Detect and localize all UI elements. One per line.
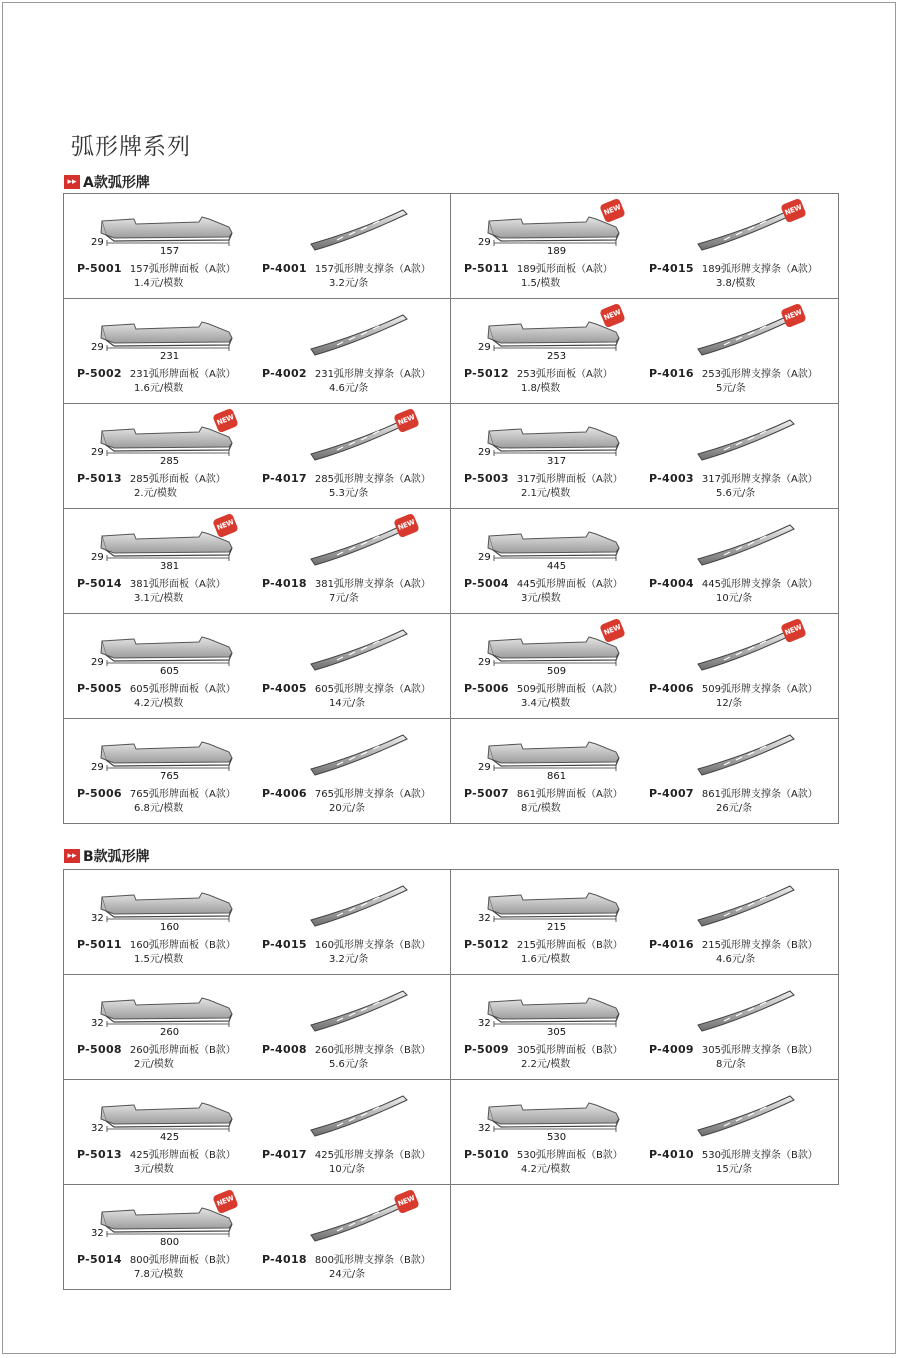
strip-name: 530弧形牌支撑条（B款） — [701, 1150, 818, 1161]
product-cell — [451, 299, 839, 404]
product-cell — [64, 870, 451, 975]
strip-image — [686, 517, 806, 572]
product-cell — [64, 299, 451, 404]
panel-height-label: 32 — [91, 1123, 104, 1134]
panel-length-label: 530 — [547, 1132, 567, 1143]
strip-image — [299, 727, 419, 782]
panel-price: 1.6元/模数 — [134, 383, 184, 394]
panel-caption — [464, 785, 623, 800]
panel-length-label: 285 — [160, 456, 180, 467]
panel-name: 189弧形面板（A款） — [516, 264, 613, 275]
strip-caption — [262, 785, 431, 800]
panel-length-label: 189 — [547, 246, 567, 257]
strip-image — [686, 727, 806, 782]
panel-length-label: 445 — [547, 561, 567, 572]
panel-price: 2.2元/模数 — [521, 1059, 571, 1070]
strip-name: 253弧形牌支撑条（A款） — [701, 369, 818, 380]
panel-length-label: 861 — [547, 771, 567, 782]
strip-code: P-4018 — [262, 577, 307, 590]
panel-price: 1.6元/模数 — [521, 954, 571, 965]
strip-code: P-4005 — [262, 682, 307, 695]
panel-name: 305弧形牌面板（B款） — [516, 1045, 623, 1056]
panel-height-label: 29 — [478, 762, 491, 773]
strip-image — [686, 983, 806, 1038]
panel-price: 3.1元/模数 — [134, 593, 184, 604]
strip-code: P-4015 — [262, 938, 307, 951]
product-grid-b — [63, 869, 839, 1290]
strip-name: 381弧形牌支撑条（A款） — [314, 579, 431, 590]
panel-caption — [77, 785, 236, 800]
panel-caption — [77, 680, 236, 695]
panel-height-label: 32 — [91, 1228, 104, 1239]
strip-price: 14元/条 — [329, 698, 366, 709]
product-cell — [64, 404, 451, 509]
panel-price: 3元/模数 — [134, 1164, 174, 1175]
strip-caption — [262, 1041, 431, 1056]
strip-caption — [262, 365, 431, 380]
strip-caption — [649, 680, 818, 695]
product-grid-a — [63, 193, 839, 824]
strip-name: 157弧形牌支撑条（A款） — [314, 264, 431, 275]
panel-price: 2.元/模数 — [134, 488, 177, 499]
panel-price: 2.1元/模数 — [521, 488, 571, 499]
panel-name: 509弧形牌面板（A款） — [516, 684, 623, 695]
panel-code: P-5004 — [464, 577, 509, 590]
panel-caption — [464, 470, 623, 485]
strip-price: 3.2元/条 — [329, 954, 369, 965]
strip-code: P-4007 — [649, 787, 694, 800]
panel-code: P-5013 — [77, 472, 122, 485]
product-cell — [64, 614, 451, 719]
panel-height-label: 29 — [91, 552, 104, 563]
panel-height-label: 32 — [478, 1018, 491, 1029]
panel-height-label: 29 — [478, 237, 491, 248]
panel-height-label: 29 — [91, 237, 104, 248]
panel-height-label: 29 — [91, 762, 104, 773]
panel-code: P-5005 — [77, 682, 122, 695]
strip-price: 15元/条 — [716, 1164, 753, 1175]
strip-name: 305弧形牌支撑条（B款） — [701, 1045, 818, 1056]
strip-price: 8元/条 — [716, 1059, 746, 1070]
panel-code: P-5011 — [464, 262, 509, 275]
panel-code: P-5012 — [464, 938, 509, 951]
strip-price: 5.3元/条 — [329, 488, 369, 499]
strip-image — [299, 307, 419, 362]
panel-caption — [77, 1146, 236, 1161]
panel-height-label: 32 — [478, 1123, 491, 1134]
panel-height-label: 29 — [91, 342, 104, 353]
strip-caption — [649, 785, 818, 800]
strip-price: 7元/条 — [329, 593, 359, 604]
panel-caption — [77, 1251, 236, 1266]
panel-name: 530弧形牌面板（B款） — [516, 1150, 623, 1161]
new-badge: NEW — [212, 513, 239, 538]
product-cell — [451, 719, 839, 824]
strip-name: 765弧形牌支撑条（A款） — [314, 789, 431, 800]
panel-caption — [464, 1041, 623, 1056]
product-cell — [64, 1080, 451, 1185]
product-cell — [64, 975, 451, 1080]
strip-code: P-4016 — [649, 367, 694, 380]
panel-caption — [464, 575, 623, 590]
section-title: B款弧形牌 — [83, 849, 150, 865]
product-cell — [451, 975, 839, 1080]
strip-code: P-4008 — [262, 1043, 307, 1056]
strip-code: P-4010 — [649, 1148, 694, 1161]
panel-price: 1.5元/模数 — [134, 954, 184, 965]
panel-caption — [464, 1146, 623, 1161]
new-badge: NEW — [212, 1189, 239, 1214]
panel-caption — [77, 936, 236, 951]
panel-caption — [77, 365, 236, 380]
strip-price: 4.6元/条 — [716, 954, 756, 965]
panel-height-label: 29 — [478, 657, 491, 668]
strip-name: 215弧形牌支撑条（B款） — [701, 940, 818, 951]
panel-length-label: 305 — [547, 1027, 567, 1038]
strip-caption — [262, 1146, 431, 1161]
new-badge: NEW — [599, 303, 626, 328]
section-title: A款弧形牌 — [83, 175, 150, 191]
product-cell — [64, 719, 451, 824]
strip-code: P-4006 — [262, 787, 307, 800]
strip-price: 24元/条 — [329, 1269, 366, 1280]
panel-code: P-5011 — [77, 938, 122, 951]
panel-code: P-5009 — [464, 1043, 509, 1056]
panel-caption — [77, 575, 226, 590]
panel-length-label: 381 — [160, 561, 180, 572]
strip-image — [686, 412, 806, 467]
strip-caption — [262, 260, 431, 275]
panel-code: P-5013 — [77, 1148, 122, 1161]
section-arrow-icon: ▸▸ — [64, 175, 80, 189]
panel-length-label: 509 — [547, 666, 567, 677]
panel-code: P-5014 — [77, 577, 122, 590]
panel-price: 3.4元/模数 — [521, 698, 571, 709]
panel-height-label: 32 — [91, 1018, 104, 1029]
strip-name: 425弧形牌支撑条（B款） — [314, 1150, 431, 1161]
panel-code: P-5006 — [77, 787, 122, 800]
panel-code: P-5012 — [464, 367, 509, 380]
strip-caption — [262, 936, 431, 951]
strip-name: 231弧形牌支撑条（A款） — [314, 369, 431, 380]
panel-length-label: 253 — [547, 351, 567, 362]
panel-caption — [464, 365, 613, 380]
product-cell — [64, 194, 451, 299]
panel-caption — [77, 1041, 236, 1056]
new-badge: NEW — [393, 513, 420, 538]
panel-name: 260弧形牌面板（B款） — [129, 1045, 236, 1056]
strip-code: P-4001 — [262, 262, 307, 275]
panel-name: 157弧形牌面板（A款） — [129, 264, 236, 275]
panel-code: P-5010 — [464, 1148, 509, 1161]
panel-code: P-5006 — [464, 682, 509, 695]
panel-name: 253弧形面板（A款） — [516, 369, 613, 380]
product-cell — [64, 1185, 451, 1290]
panel-name: 445弧形牌面板（A款） — [516, 579, 623, 590]
section-header-a — [64, 172, 150, 192]
panel-price: 7.8元/模数 — [134, 1269, 184, 1280]
strip-code: P-4016 — [649, 938, 694, 951]
strip-caption — [649, 936, 818, 951]
product-cell — [451, 614, 839, 719]
panel-code: P-5007 — [464, 787, 509, 800]
strip-image — [686, 1088, 806, 1143]
strip-caption — [649, 1041, 818, 1056]
panel-name: 800弧形牌面板（B款） — [129, 1255, 236, 1266]
panel-price: 4.2元/模数 — [134, 698, 184, 709]
panel-name: 381弧形面板（A款） — [129, 579, 226, 590]
panel-height-label: 29 — [478, 447, 491, 458]
panel-length-label: 317 — [547, 456, 567, 467]
new-badge: NEW — [393, 408, 420, 433]
product-cell — [451, 404, 839, 509]
panel-length-label: 800 — [160, 1237, 180, 1248]
panel-length-label: 160 — [160, 922, 180, 933]
panel-length-label: 765 — [160, 771, 180, 782]
strip-name: 260弧形牌支撑条（B款） — [314, 1045, 431, 1056]
panel-height-label: 29 — [478, 342, 491, 353]
strip-caption — [262, 575, 431, 590]
new-badge: NEW — [599, 618, 626, 643]
section-header-b — [64, 846, 150, 866]
panel-code: P-5001 — [77, 262, 122, 275]
strip-code: P-4003 — [649, 472, 694, 485]
panel-code: P-5014 — [77, 1253, 122, 1266]
panel-length-label: 157 — [160, 246, 180, 257]
strip-image — [299, 202, 419, 257]
strip-caption — [262, 680, 431, 695]
strip-price: 12/条 — [716, 698, 743, 709]
section-arrow-icon: ▸▸ — [64, 849, 80, 863]
new-badge: NEW — [393, 1189, 420, 1214]
panel-length-label: 605 — [160, 666, 180, 677]
strip-caption — [649, 470, 818, 485]
panel-caption — [464, 680, 623, 695]
strip-price: 3.8/模数 — [716, 278, 756, 289]
strip-code: P-4002 — [262, 367, 307, 380]
panel-name: 765弧形牌面板（A款） — [129, 789, 236, 800]
panel-name: 425弧形牌面板（B款） — [129, 1150, 236, 1161]
strip-caption — [649, 365, 818, 380]
panel-code: P-5008 — [77, 1043, 122, 1056]
panel-name: 160弧形牌面板（B款） — [129, 940, 236, 951]
panel-height-label: 29 — [478, 552, 491, 563]
strip-price: 3.2元/条 — [329, 278, 369, 289]
panel-price: 1.5/模数 — [521, 278, 561, 289]
strip-image — [686, 878, 806, 933]
strip-price: 5元/条 — [716, 383, 746, 394]
strip-code: P-4018 — [262, 1253, 307, 1266]
strip-name: 800弧形牌支撑条（B款） — [314, 1255, 431, 1266]
strip-image — [299, 1088, 419, 1143]
strip-caption — [649, 1146, 818, 1161]
strip-code: P-4006 — [649, 682, 694, 695]
product-cell — [451, 194, 839, 299]
product-cell — [451, 509, 839, 614]
panel-length-label: 425 — [160, 1132, 180, 1143]
panel-price: 4.2元/模数 — [521, 1164, 571, 1175]
panel-name: 231弧形牌面板（A款） — [129, 369, 236, 380]
strip-code: P-4017 — [262, 472, 307, 485]
strip-name: 445弧形牌支撑条（A款） — [701, 579, 818, 590]
strip-image — [299, 878, 419, 933]
new-badge: NEW — [599, 198, 626, 223]
new-badge: NEW — [780, 303, 807, 328]
page-title: 弧形牌系列 — [71, 134, 191, 160]
panel-height-label: 29 — [91, 657, 104, 668]
strip-caption — [262, 1251, 431, 1266]
panel-height-label: 32 — [91, 913, 104, 924]
strip-code: P-4004 — [649, 577, 694, 590]
strip-name: 285弧形牌支撑条（A款） — [314, 474, 431, 485]
strip-caption — [649, 260, 818, 275]
strip-name: 861弧形牌支撑条（A款） — [701, 789, 818, 800]
panel-price: 3元/模数 — [521, 593, 561, 604]
panel-caption — [77, 260, 236, 275]
strip-code: P-4009 — [649, 1043, 694, 1056]
new-badge: NEW — [780, 198, 807, 223]
strip-caption — [649, 575, 818, 590]
product-cell — [451, 1185, 839, 1290]
panel-caption — [464, 936, 623, 951]
panel-name: 861弧形牌面板（A款） — [516, 789, 623, 800]
panel-name: 285弧形面板（A款） — [129, 474, 226, 485]
panel-name: 605弧形牌面板（A款） — [129, 684, 236, 695]
panel-price: 8元/模数 — [521, 803, 561, 814]
strip-image — [299, 983, 419, 1038]
strip-name: 509弧形牌支撑条（A款） — [701, 684, 818, 695]
panel-name: 215弧形牌面板（B款） — [516, 940, 623, 951]
panel-price: 1.8/模数 — [521, 383, 561, 394]
panel-name: 317弧形牌面板（A款） — [516, 474, 623, 485]
product-cell — [451, 1080, 839, 1185]
strip-name: 605弧形牌支撑条（A款） — [314, 684, 431, 695]
panel-price: 2元/模数 — [134, 1059, 174, 1070]
strip-name: 160弧形牌支撑条（B款） — [314, 940, 431, 951]
panel-length-label: 260 — [160, 1027, 180, 1038]
new-badge: NEW — [212, 408, 239, 433]
panel-price: 1.4元/模数 — [134, 278, 184, 289]
panel-code: P-5002 — [77, 367, 122, 380]
strip-price: 10元/条 — [716, 593, 753, 604]
strip-price: 4.6元/条 — [329, 383, 369, 394]
strip-image — [299, 622, 419, 677]
strip-price: 20元/条 — [329, 803, 366, 814]
panel-height-label: 29 — [91, 447, 104, 458]
product-cell — [64, 509, 451, 614]
strip-name: 317弧形牌支撑条（A款） — [701, 474, 818, 485]
panel-length-label: 231 — [160, 351, 180, 362]
strip-price: 5.6元/条 — [716, 488, 756, 499]
panel-code: P-5003 — [464, 472, 509, 485]
panel-caption — [464, 260, 613, 275]
panel-height-label: 32 — [478, 913, 491, 924]
strip-price: 10元/条 — [329, 1164, 366, 1175]
strip-caption — [262, 470, 431, 485]
strip-code: P-4017 — [262, 1148, 307, 1161]
panel-caption — [77, 470, 226, 485]
strip-price: 26元/条 — [716, 803, 753, 814]
product-cell — [451, 870, 839, 975]
panel-price: 6.8元/模数 — [134, 803, 184, 814]
strip-price: 5.6元/条 — [329, 1059, 369, 1070]
strip-name: 189弧形牌支撑条（A款） — [701, 264, 818, 275]
strip-code: P-4015 — [649, 262, 694, 275]
new-badge: NEW — [780, 618, 807, 643]
panel-length-label: 215 — [547, 922, 567, 933]
